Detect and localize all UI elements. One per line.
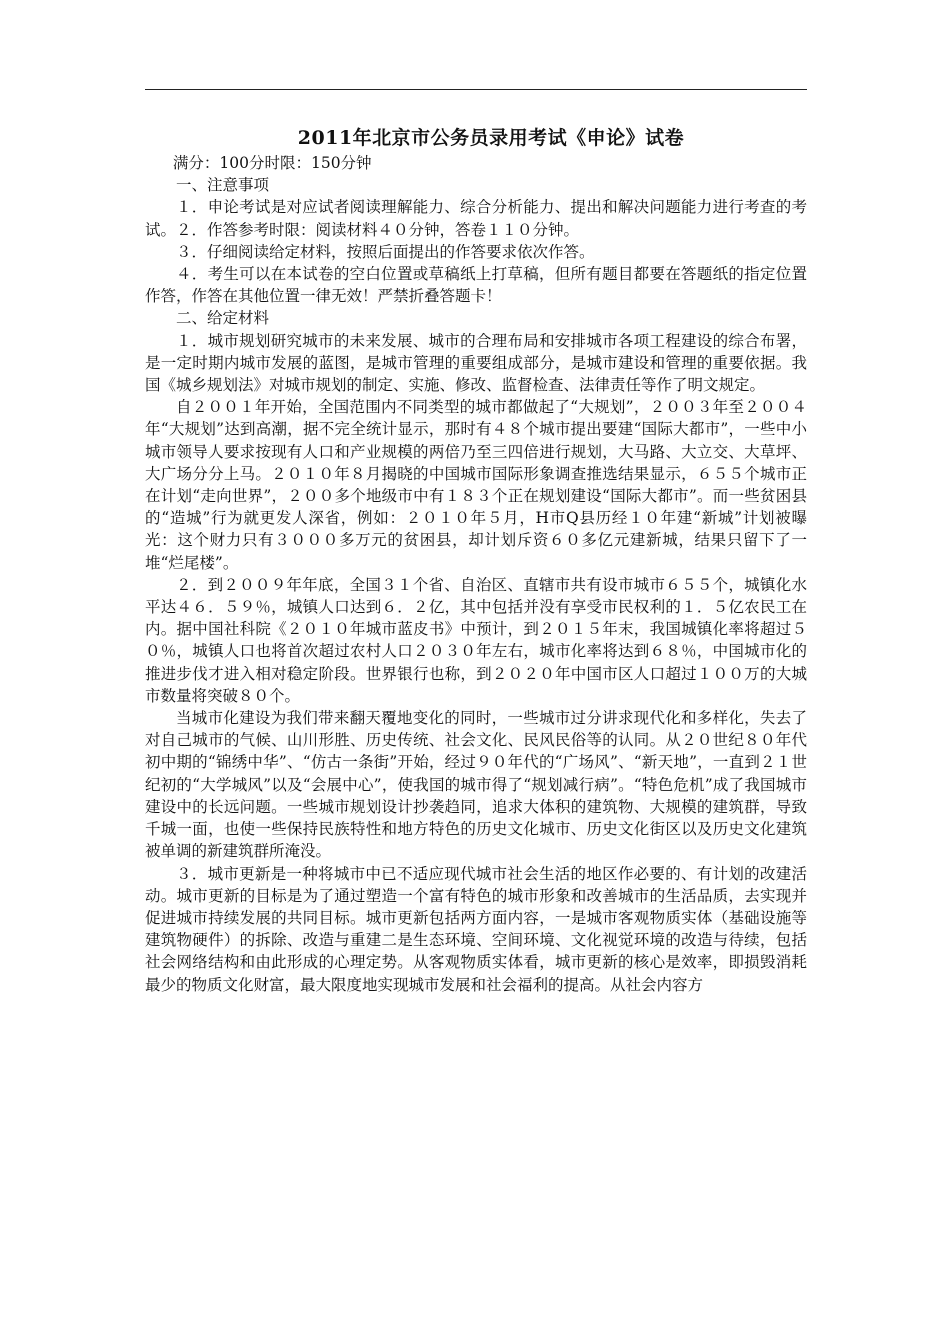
note-paragraph: １．申论考试是对应试者阅读理解能力、综合分析能力、提出和解决问题能力进行考查的考试。２．作答参考时限：阅读材料４０分钟，答卷１１０分钟。 [145, 198, 807, 239]
material-paragraph: 当城市化建设为我们带来翻天覆地变化的同时，一些城市过分讲求现代化和多样化，失去了对自己城市的气候、山川形胜、历史传统、社会文化、民风民俗等的认同。从２０世纪８０年代初中期的“锦绣中华”、“仿古一条街”开始，经过９０年代的“广场风”、“新天地”，一直到２１世纪初的“大学城风”以及“会展中心”，使我国的城市得了“规划减行病”。“特色危机”成了我国城市建设中的长远问题。一些城市规划设计抄袭趋同，追求大体积的建筑物、大规模的建筑群，导致千城一面，也使一些保持民族特性和地方特色的历史文化城市、历史文化街区以及历史文化建筑被单调的新建筑群所淹没。 [145, 709, 807, 861]
material-paragraph: 自２００１年开始，全国范围内不同类型的城市都做起了“大规划”，２００３年至２００４年“大规划”达到高潮，据不完全统计显示，那时有４８个城市提出要建“国际大都市”，一些中小城市领导人要求按现有人口和产业规模的两倍乃至三四倍进行规划，大马路、大立交、大草坪、大广场分分上马。２０１０年８月揭晓的中国城市国际形象调查推选结果显示，６５５个城市正在计划“走向世界”，２００多个地级市中有１８３个正在规划建设“国际大都市”。而一些贫困县的“造城”行为就更发人深省，例如：２０１０年５月，H市Q县历经１０年建“新城”计划被曝光：这个财力只有３０００多万元的贫困县，却计划斥资６０多亿元建新城，结果只留下了一堆“烂尾楼”。 [145, 398, 807, 572]
header-rule [145, 89, 807, 90]
document-title: 2011年北京市公务员录用考试《申论》试卷 [297, 127, 685, 149]
material-paragraph: ２．到２００９年年底，全国３１个省、自治区、直辖市共有设市城市６５５个，城镇化水平达４６．５９％，城镇人口达到６．２亿，其中包括并没有享受市民权利的１．５亿农民工在内。据中国社科院《２０１０年城市蓝皮书》中预计，到２０１５年末，我国城镇化率将超过５０％，城镇人口也将首次超过农村人口２０３０年左右，城市化率将达到６８％，中国城市化的推进步伐才进入相对稳定阶段。世界银行也称，到２０２０年中国市区人口超过１００万的大城市数量将突破８０个。 [145, 575, 807, 705]
note-paragraph: ３．仔细阅读给定材料，按照后面提出的作答要求依次作答。 [176, 242, 595, 261]
material-paragraph: １．城市规划研究城市的未来发展、城市的合理布局和安排城市各项工程建设的综合布署，是一定时期内城市发展的蓝图，是城市管理的重要组成部分，是城市建设和管理的重要依据。我国《城乡规划法》对城市规划的制定、实施、修改、监督检查、法律责任等作了明文规定。 [145, 331, 807, 395]
section-heading-materials: 二、给定材料 [176, 309, 270, 328]
document-body [145, 124, 807, 996]
note-paragraph: ４．考生可以在本试卷的空白位置或草稿纸上打草稿，但所有题目都要在答题纸的指定位置作答，作答在其他位置一律无效！严禁折叠答题卡！ [145, 265, 807, 306]
material-paragraph: ３．城市更新是一种将城市中已不适应现代城市社会生活的地区作必要的、有计划的改建活动。城市更新的目标是为了通过塑造一个富有特色的城市形象和改善城市的生活品质，去实现并促进城市持续发展的共同目标。城市更新包括两方面内容，一是城市客观物质实体（基础设施等建筑物硬件）的拆除、改造与重建二是生态环境、空间环境、文化视觉环境的改造与待续，包括社会网络结构和由此形成的心理定势。从客观物质实体看，城市更新的核心是效率，即损毁消耗最少的物质文化财富，最大限度地实现城市发展和社会福利的提高。从社会内容方 [145, 864, 807, 994]
exam-meta: 满分：100分时限：150分钟 [172, 154, 372, 172]
section-heading-notes: 一、注意事项 [176, 176, 270, 195]
